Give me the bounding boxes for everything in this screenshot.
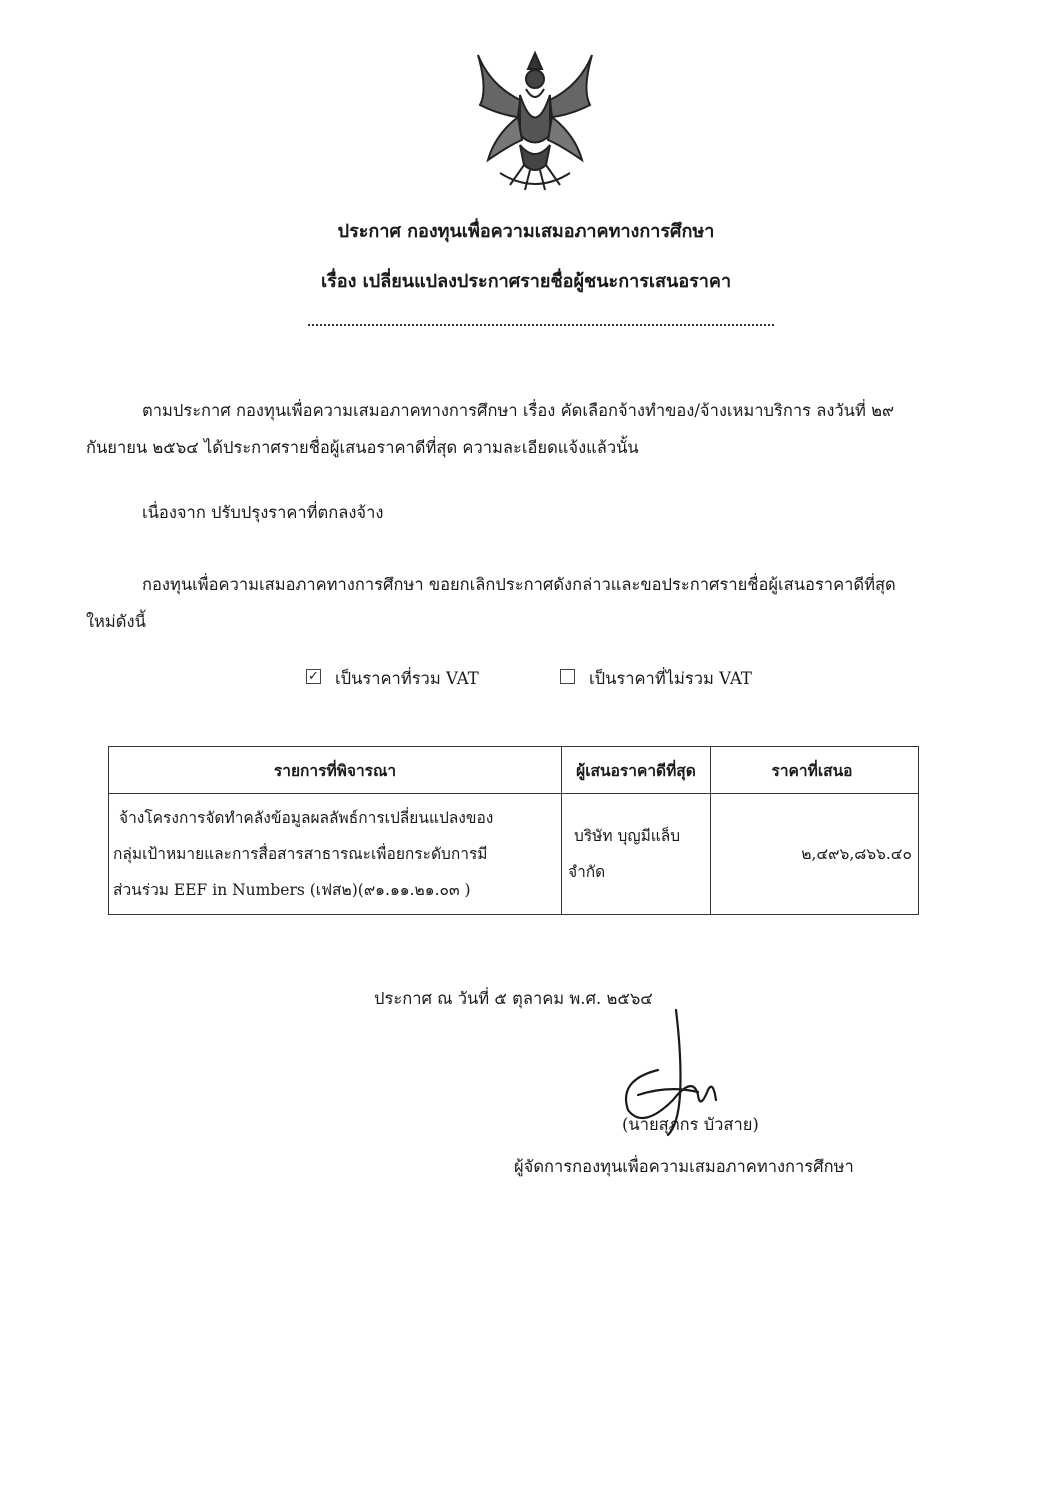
announcement-title: ประกาศ กองทุนเพื่อความเสมอภาคทางการศึกษา — [337, 221, 715, 242]
paragraph-line: กันยายน ๒๕๖๔ ได้ประกาศรายชื่อผู้เสนอราคาดีที่สุด ความละเอียดแจ้งแล้วนั้น — [86, 438, 639, 457]
item-line: กลุ่มเป้าหมายและการสื่อสารสาธารณะเพื่อยกระดับการมี — [113, 845, 488, 863]
vat-excluded-label: เป็นราคาที่ไม่รวม VAT — [589, 669, 752, 688]
announcement-subject: เรื่อง เปลี่ยนแปลงประกาศรายชื่อผู้ชนะการเสนอราคา — [320, 271, 732, 292]
item-line: ส่วนร่วม EEF in Numbers (เฟส๒)(๙๑.๑๑.๒๑.๐๓ ) — [113, 881, 471, 899]
header-price: ราคาที่เสนอ — [711, 747, 919, 794]
paragraph-reference — [86, 392, 962, 466]
vat-included-option — [306, 666, 479, 692]
award-table — [108, 746, 919, 915]
paragraph-line: กองทุนเพื่อความเสมอภาคทางการศึกษา ขอยกเลิกประกาศดังกล่าวและขอประกาศรายชื่อผู้เสนอราคาดีที่สุด — [142, 575, 896, 594]
dotted-divider — [308, 314, 774, 326]
paragraph-cancellation — [86, 566, 962, 640]
signer-position: ผู้จัดการกองทุนเพื่อความเสมอภาคทางการศึกษา — [514, 1157, 854, 1176]
signer-name: (นายสุภกร บัวสาย) — [622, 1115, 759, 1134]
item-line: จ้างโครงการจัดทำคลังข้อมูลผลลัพธ์การเปลี่ยนแปลงของ — [119, 809, 494, 827]
header-item: รายการที่พิจารณา — [109, 747, 562, 794]
bidder-line: บริษัท บุญมีแล็บ — [574, 827, 681, 845]
announcement-date: ประกาศ ณ วันที่ ๕ ตุลาคม พ.ศ. ๒๕๖๔ — [374, 989, 653, 1008]
garuda-emblem-icon — [470, 45, 600, 195]
paragraph-reason: เนื่องจาก ปรับปรุงราคาที่ตกลงจ้าง — [142, 503, 384, 522]
header-bidder: ผู้เสนอราคาดีที่สุด — [562, 747, 711, 794]
vat-excluded-option — [560, 666, 752, 692]
paragraph-line: ตามประกาศ กองทุนเพื่อความเสมอภาคทางการศึกษา เรื่อง คัดเลือกจ้างทำของ/จ้างเหมาบริการ ลงวันที่ ๒๙ — [142, 401, 895, 420]
price-cell: ๒,๔๙๖,๘๖๖.๔๐ — [711, 794, 919, 915]
table-row — [109, 794, 919, 915]
bidder-cell — [562, 794, 711, 915]
table-header-row — [109, 747, 919, 794]
empty-checkbox-icon — [560, 669, 575, 684]
bidder-line: จำกัด — [568, 863, 606, 881]
vat-included-label: เป็นราคาที่รวม VAT — [335, 669, 479, 688]
item-cell — [109, 794, 562, 915]
paragraph-line: ใหม่ดังนี้ — [86, 612, 146, 631]
checked-checkbox-icon: ✓ — [306, 669, 321, 684]
